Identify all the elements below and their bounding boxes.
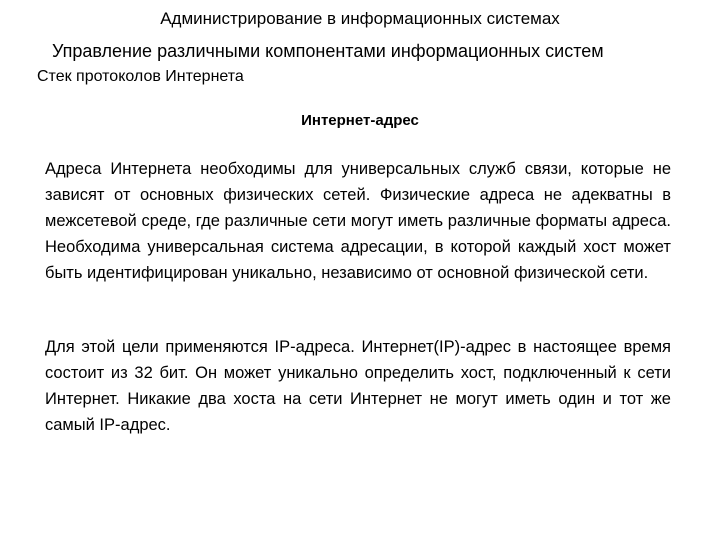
topic-heading: Интернет-адрес [301,112,419,129]
section-title: Стек протоколов Интернета [37,68,244,85]
course-title: Администрирование в информационных системах [160,9,560,28]
body-paragraph-2: Для этой цели применяются IP-адреса. Интернет(IP)-адрес в настоящее время состоит из 32 бит. Он может уникально определить хост, подключенный к сети Интернет. Никакие два хоста на сети Интернет не могут иметь один и тот же самый IP-адрес. [45,338,671,434]
course-subtitle: Управление различными компонентами информационных систем [52,41,604,61]
body-paragraph-1: Адреса Интернета необходимы для универсальных служб связи, которые не зависят от основных физических сетей. Физические адреса не адекватны в межсетевой среде, где различные сети могут иметь различные форматы адреса. Необходима универсальная система адресации, в которой каждый хост может быть идентифицирован уникально, независимо от основной физической сети. [45,160,671,282]
